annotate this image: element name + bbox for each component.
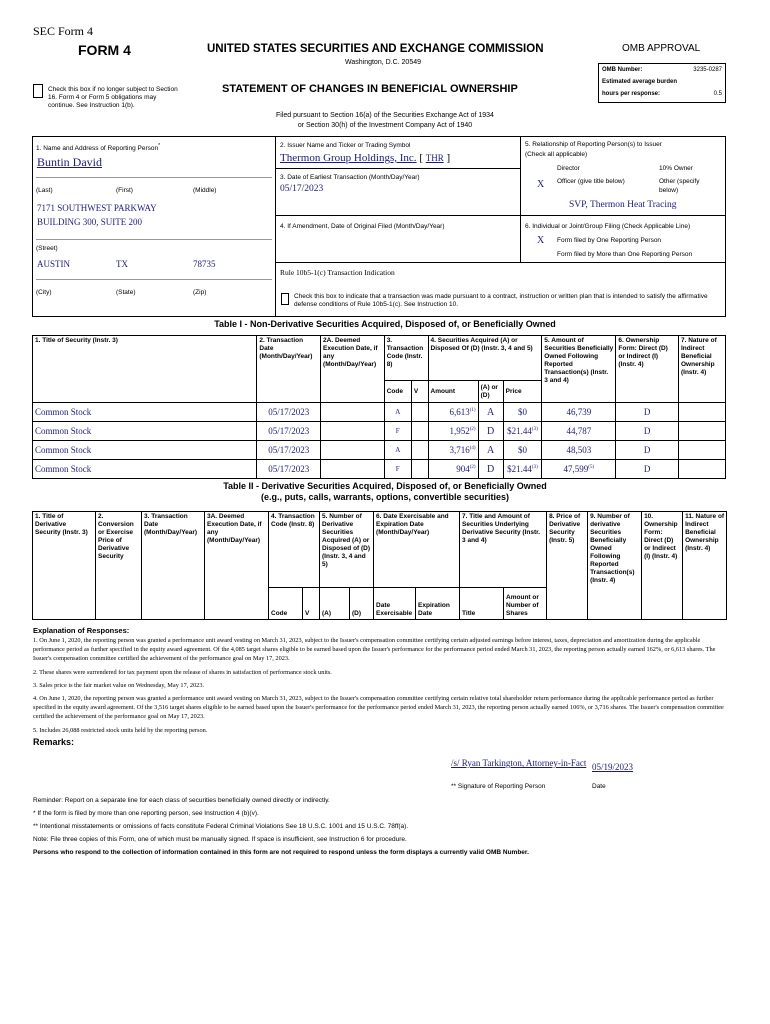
one-person-label: Form filed by One Reporting Person [557,237,662,244]
hours-value: 0.5 [713,91,722,97]
t1-h-date: 2. Transaction Date (Month/Day/Year) [257,336,321,403]
v-flag [411,460,428,479]
t2-sh-amount: Amount or Number of Shares [504,588,547,620]
street-label: (Street) [36,245,58,252]
amendment-box [275,215,521,263]
t2-sh-d: (D) [350,588,374,620]
deemed-date [321,422,385,441]
transaction-date: 05/17/2023 [257,460,321,479]
v-flag [411,441,428,460]
remarks-heading: Remarks: [33,737,75,747]
t2-h-owned: 9. Number of derivative Securities Beneficially Owned Following Reported Transaction(s) (Instr. 4) [588,512,642,620]
one-person-check-mark[interactable]: X [537,235,545,246]
reporting-person-label: 1. Name and Address of Reporting Person* [36,143,161,153]
date-label: Date [592,783,606,790]
filing-type-label: 6. Individual or Joint/Group Filing (Check Applicable Line) [525,223,691,230]
statement-title: STATEMENT OF CHANGES IN BENEFICIAL OWNERSHIP [222,83,518,95]
deemed-date [321,441,385,460]
table2 [32,511,727,620]
security-title: Common Stock [33,441,257,460]
street-line2: BUILDING 300, SUITE 200 [37,217,142,227]
owned-after: 46,739 [542,403,616,422]
zip-label: (Zip) [193,289,207,296]
earliest-transaction-date: 05/17/2023 [280,184,324,194]
footnote-4: 4. On June 1, 2020, the reporting person was granted a performance unit award vesting on March 31, 2023, subject to the Issuer's compensation committee certifying certain relative total shareholder return performance during the applicable performance period as further specified in the equity award agreement. Of the 3,516 target shares eligible to be earned based upon the Issuer's performance for the performance period ended March 31, 2023, the reporting person actually earned 106%, or 3,716 shares. The Issuer's compensation committee certified the achievement of the performance goal on May 17, 2023. [33,695,724,721]
relationship-label: 5. Relationship of Reporting Person(s) to Issuer [525,141,662,148]
zip-value: 78735 [193,259,216,269]
t2-h-form: 10. Ownership Form: Direct (D) or Indirect (I) (Instr. 4) [642,512,683,620]
t1-h-owned: 5. Amount of Securities Beneficially Owned Following Reported Transaction(s) (Instr. 3 and 4) [542,336,616,403]
security-title: Common Stock [33,422,257,441]
nature-of-ownership [678,422,725,441]
earliest-transaction-label: 3. Date of Earliest Transaction (Month/Day/Year) [280,174,420,181]
ten-percent-owner-label: 10% Owner [659,165,693,172]
transaction-date: 05/17/2023 [257,441,321,460]
filed-pursuant-line1: Filed pursuant to Section 16(a) of the Securities Exchange Act of 1934 [276,112,494,119]
reporting-person-box [32,136,276,317]
rule-10b5-checkbox[interactable] [281,293,289,305]
t2-h-number: 5. Number of Derivative Securities Acquired (A) or Disposed of (D) (Instr. 3, 4 and 5) [320,512,374,588]
state-label: (State) [116,289,136,296]
nature-of-ownership [678,403,725,422]
transaction-date: 05/17/2023 [257,403,321,422]
footer-reminder: Reminder: Report on a separate line for each class of securities beneficially owned directly or indirectly. [33,797,330,804]
omb-box [598,63,726,103]
ownership-form: D [616,403,679,422]
relationship-label2: (Check all applicable) [525,151,588,158]
signature-name[interactable]: /s/ Ryan Tarkington, Attorney-in-Fact [451,758,587,768]
t2-sh-code: Code [269,588,303,620]
t2-h-deemed: 3A. Deemed Execution Date, if any (Month/Day/Year) [205,512,269,620]
issuer-label: 2. Issuer Name and Ticker or Trading Symbol [280,142,411,149]
table-row [33,422,726,441]
hours-label: hours per response: [602,91,661,97]
amount: 904$^{(2)}$ [428,460,478,479]
footer-copies-note: Note: File three copies of this Form, one of which must be manually signed. If space is insufficient, see Instruction 6 for procedure. [33,836,407,843]
owned-after: 48,503 [542,441,616,460]
director-label: Director [557,165,580,172]
no-longer-subject-checkbox[interactable] [33,84,43,98]
issuer-name[interactable]: Thermon Group Holdings, Inc. [280,152,417,164]
owned-after: 44,787 [542,422,616,441]
signature-date: 05/19/2023 [592,762,634,772]
middle-label: (Middle) [193,187,217,194]
no-longer-subject-text: Check this box if no longer subject to Section 16. Form 4 or Form 5 obligations may continue. See Instruction 1(b). [48,86,178,109]
city-label: (City) [36,289,52,296]
amount: 3,716$^{(4)}$ [428,441,478,460]
t1-sh-aord: (A) or (D) [478,381,503,403]
issuer-box [275,136,521,169]
filed-pursuant-line2: or Section 30(h) of the Investment Company Act of 1940 [297,122,473,129]
table2-subtitle: (e.g., puts, calls, warrants, options, convertible securities) [260,492,510,502]
t1-sh-amount: Amount [428,381,478,403]
price: $21.44$^{(3)}$ [503,422,542,441]
t1-sh-price: Price [503,381,542,403]
ownership-form: D [616,460,679,479]
price: $0 [503,441,542,460]
t1-h-acquired: 4. Securities Acquired (A) or Disposed Of (D) (Instr. 3, 4 and 5) [428,336,542,381]
officer-title: SVP, Thermon Heat Tracing [569,200,677,210]
transaction-code: A [384,403,411,422]
t2-sh-v: V [303,588,320,620]
table2-title: Table II - Derivative Securities Acquired, Disposed of, or Beneficially Owned [223,481,547,491]
nature-of-ownership [678,460,725,479]
t2-h-price: 8. Price of Derivative Security (Instr. 5) [547,512,588,620]
explanation-notes [33,636,728,739]
city-value: AUSTIN [37,259,70,269]
agency-location: Washington, D.C. 20549 [345,59,422,66]
relationship-box [520,136,726,216]
ownership-form: D [616,422,679,441]
t2-h-nature: 11. Nature of Indirect Beneficial Ownership (Instr. 4) [683,512,727,620]
acquired-or-disposed: D [478,460,503,479]
multi-person-label: Form filed by More than One Reporting Person [557,251,693,258]
explanation-heading: Explanation of Responses: [33,626,130,635]
issuer-ticker[interactable]: THR [425,153,444,163]
t2-sh-a: (A) [320,588,350,620]
footnote-1: 1. On June 1, 2020, the reporting person was granted a performance unit award vesting on March 31, 2023, subject to the Issuer's compensation committee certifying certain adjusted earnings before interest, taxes, depreciation and amortization during the applicable performance period as further specified in the equity award agreement. Of the 4,085 target shares eligible to be earned based upon the Issuer's performance for the performance period ended March 31, 2023, the reporting person actually earned 162%, or 6,613 shares. The Issuer's compensation committee certified the achievement of the performance goal on May 17, 2023. [33,637,716,663]
rule-10b5-box [275,262,726,317]
owned-after: 47,599$^{(5)}$ [542,460,616,479]
rule-10b5-title: Rule 10b5-1(c) Transaction Indication [280,268,395,277]
amount: 6,613$^{(1)}$ [428,403,478,422]
agency-title: UNITED STATES SECURITIES AND EXCHANGE COMMISSION [207,43,544,55]
t1-h-deemed: 2A. Deemed Execution Date, if any (Month/Day/Year) [321,336,385,403]
amount: 1,952$^{(2)}$ [428,422,478,441]
t2-sh-title: Title [460,588,504,620]
t1-sh-v: V [411,381,428,403]
transaction-code: F [384,422,411,441]
t2-h-title: 1. Title of Derivative Security (Instr. 3) [33,512,96,620]
earliest-transaction-box [275,168,521,216]
table-row [33,403,726,422]
t2-h-conversion: 2. Conversion or Exercise Price of Derivative Security [96,512,142,620]
footer-omb-note: Persons who respond to the collection of information contained in this form are not required to respond unless the form displays a currently valid OMB Number. [33,849,529,856]
t2-h-exercisable: 6. Date Exercisable and Expiration Date (Month/Day/Year) [374,512,460,588]
state-value: TX [116,259,128,269]
deemed-date [321,460,385,479]
transaction-code: F [384,460,411,479]
transaction-date: 05/17/2023 [257,422,321,441]
nature-of-ownership [678,441,725,460]
t2-h-code: 4. Transaction Code (Instr. 8) [269,512,320,588]
t2-sh-date-ex: Date Exercisable [374,588,416,620]
deemed-date [321,403,385,422]
footnote-5: 5. Includes 26,088 restricted stock units held by the reporting person. [33,726,208,734]
officer-label: Officer (give title below) [557,178,625,185]
footer-multiple-persons: * If the form is filed by more than one reporting person, see Instruction 4 (b)(v). [33,810,259,817]
amendment-label: 4. If Amendment, Date of Original Filed (Month/Day/Year) [280,223,445,230]
t2-h-date: 3. Transaction Date (Month/Day/Year) [142,512,205,620]
omb-number-value: 3235-0287 [693,67,722,73]
table-row [33,460,726,479]
transaction-code: A [384,441,411,460]
footnote-3: 3. Sales price is the fair market value on Wednesday, May 17, 2023. [33,681,205,689]
omb-approval-title: OMB APPROVAL [622,43,701,54]
security-title: Common Stock [33,460,257,479]
acquired-or-disposed: D [478,422,503,441]
t2-sh-exp: Expiration Date [416,588,460,620]
officer-check-mark[interactable]: X [537,179,545,190]
t1-h-code: 3. Transaction Code (Instr. 8) [384,336,428,381]
t1-sh-code: Code [384,381,411,403]
other-label: Other (specify below) [659,178,700,194]
t1-h-form: 6. Ownership Form: Direct (D) or Indirect (I) (Instr. 4) [616,336,679,403]
signature-label: ** Signature of Reporting Person [451,783,546,790]
price: $21.44$^{(3)}$ [503,460,542,479]
form-title: FORM 4 [78,42,131,58]
sec-form-label: SEC Form 4 [33,24,94,38]
last-label: (Last) [36,187,53,194]
burden-label: Estimated average burden [602,79,678,85]
footer-misstatements: ** Intentional misstatements or omissions of facts constitute Federal Criminal Violations See 18 U.S.C. 1001 and 15 U.S.C. 78ff(a). [33,823,409,830]
t1-h-title: 1. Title of Security (Instr. 3) [33,336,257,403]
issuer-value: Thermon Group Holdings, Inc. [ THR ] [280,152,451,164]
table-row [33,441,726,460]
footnote-2: 2. These shares were surrendered for tax payment upon the release of shares in satisfaction of performance stock units. [33,668,332,676]
reporting-person-name[interactable]: Buntin David [37,155,102,169]
security-title: Common Stock [33,403,257,422]
filing-type-box [520,215,726,263]
v-flag [411,422,428,441]
acquired-or-disposed: A [478,403,503,422]
table1 [32,335,726,479]
first-label: (First) [116,187,133,194]
t2-h-underlying: 7. Title and Amount of Securities Underlying Derivative Security (Instr. 3 and 4) [460,512,547,588]
price: $0 [503,403,542,422]
v-flag [411,403,428,422]
rule-10b5-text: Check this box to indicate that a transaction was made pursuant to a contract, instruction or written plan that is intended to satisfy the affirmative defense conditions of Rule 10b5-1(c). See Instruction 10. [294,293,708,308]
omb-number-label: OMB Number: [602,67,643,73]
ownership-form: D [616,441,679,460]
street-line1: 7171 SOUTHWEST PARKWAY [37,203,157,213]
t1-h-nature: 7. Nature of Indirect Beneficial Ownership (Instr. 4) [678,336,725,403]
table1-title: Table I - Non-Derivative Securities Acquired, Disposed of, or Beneficially Owned [214,319,556,329]
acquired-or-disposed: A [478,441,503,460]
